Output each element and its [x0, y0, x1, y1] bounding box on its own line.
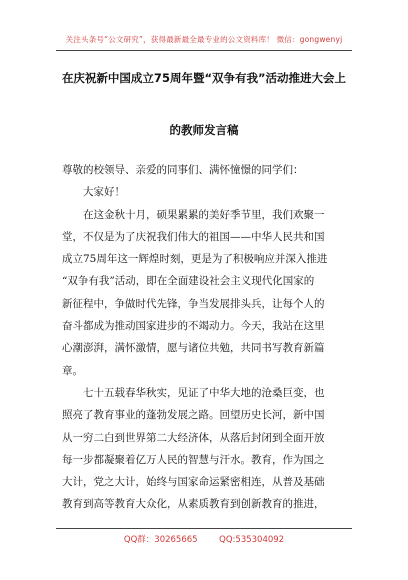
- paragraph-1-line: 奋斗都成为推动国家进步的不竭动力。今天，我站在这里: [62, 320, 325, 333]
- paragraph-2-line: 每一步都凝聚着亿万人民的智慧与汗水。教育，作为国之: [62, 453, 325, 466]
- salutation: 尊敬的校领导、亲爱的同事们、满怀憧憬的同学们：: [62, 164, 304, 176]
- paragraph-1-line: 章。: [62, 364, 83, 377]
- paragraph-2-line: 七十五载春华秋实，见证了中华大地的沧桑巨变，也: [83, 386, 325, 399]
- paragraph-1-line: 心潮澎湃，满怀激情，愿与诸位共勉，共同书写教育新篇: [62, 342, 325, 355]
- document-title-line-2: 的教师发言稿: [169, 123, 239, 137]
- document-body: [62, 159, 346, 516]
- paragraph-1-line: 成立75周年这一辉煌时刻，更是为了积极响应并深入推进: [62, 253, 328, 266]
- greeting: 大家好！: [83, 186, 125, 199]
- paragraph-2-line: 大计，党之大计，始终与国家命运紧密相连，从普及基础: [62, 476, 325, 489]
- paragraph-2-line: 照亮了教育事业的蓬勃发展之路。回望历史长河，新中国: [62, 409, 325, 422]
- paragraph-1-line: 在这金秋十月，硕果累累的美好季节里，我们欢聚一: [83, 208, 325, 221]
- paragraph-2-line: 教育到高等教育大众化，从素质教育到创新教育的推进，: [62, 498, 325, 511]
- paragraph-1-line: 堂，不仅是为了庆祝我们伟大的祖国——中华人民共和国: [62, 230, 325, 243]
- footer-contact: QQ群：30265665 QQ:535304092: [123, 535, 285, 545]
- paragraph-2-line: 从一穷二白到世界第二大经济体，从落后封闭到全面开放: [62, 431, 325, 444]
- paragraph-1-line: “双争有我”活动，即在全面建设社会主义现代化国家的: [62, 275, 315, 288]
- document-title-line-1: 在庆祝新中国成立75周年暨“双争有我”活动推进大会上: [61, 71, 347, 85]
- paragraph-1-line: 新征程中，争做时代先锋，争当发展排头兵，让每个人的: [62, 297, 325, 310]
- header-banner: 关注头条号“公文研究”，获得最新最全最专业的公文资料库！ 微信：gongwenyj: [65, 35, 343, 44]
- header-divider: [56, 50, 352, 51]
- footer-divider: [56, 528, 352, 529]
